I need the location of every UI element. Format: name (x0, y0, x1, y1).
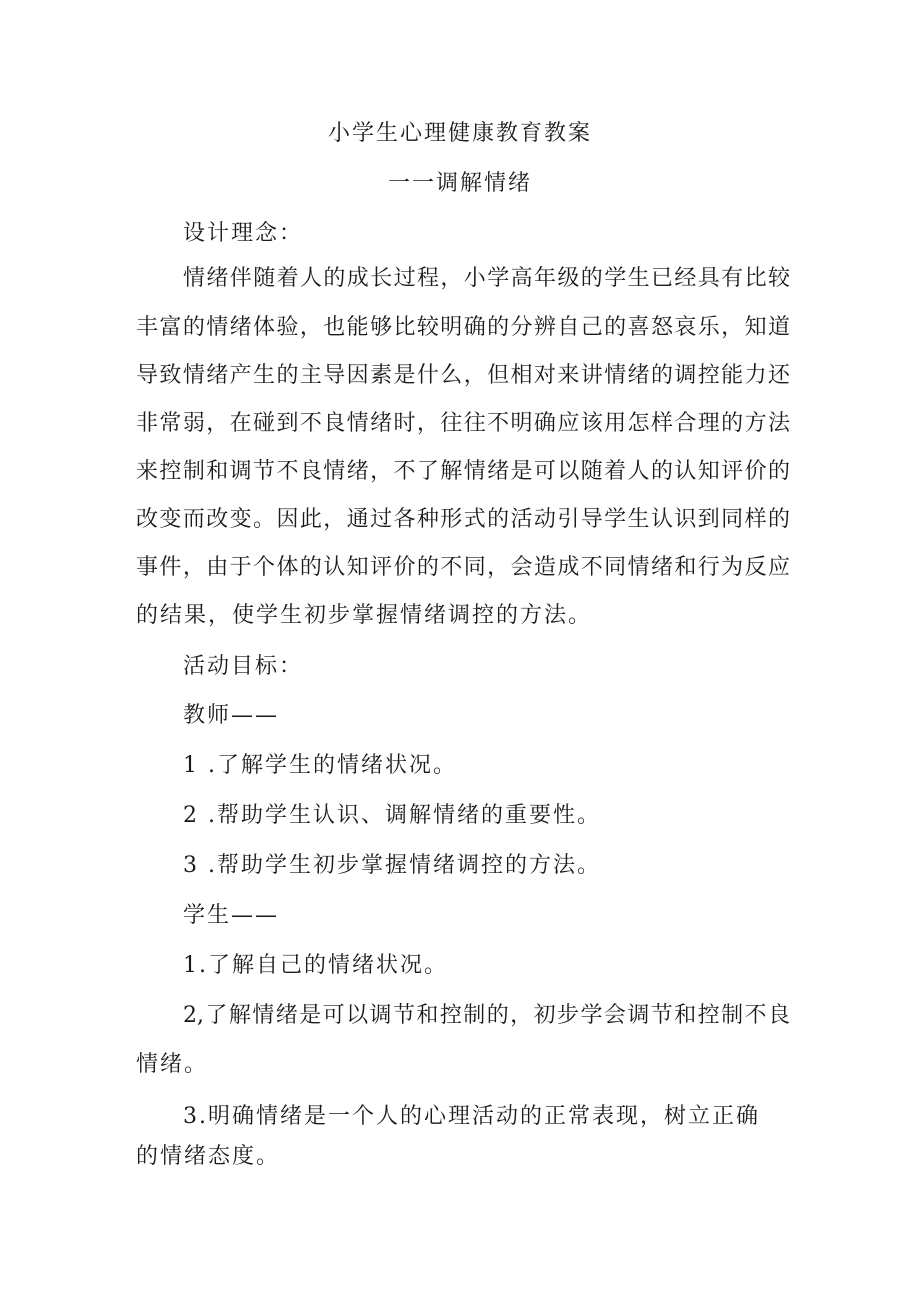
student-goal-item: 3.明确情绪是一个人的心理活动的正常表现，树立正确 (183, 1104, 760, 1129)
document-title: 小学生心理健康教育教案 (327, 121, 592, 146)
design-paragraph-line: 事件，由于个体的认知评价的不同，会造成不同情绪和行为反应 (136, 555, 790, 580)
design-paragraph-line: 改变而改变。因此，通过各种形式的活动引导学生认识到同样的 (136, 507, 790, 532)
teacher-goal-item: 2 .帮助学生认识、调解情绪的重要性。 (183, 803, 601, 828)
design-paragraph-line: 情绪伴随着人的成长过程，小学高年级的学生已经具有比较 (183, 266, 790, 291)
student-goal-item: 2,了解情绪是可以调节和控制的，初步学会调节和控制不良 (183, 1003, 790, 1028)
teacher-goal-item: 3 .帮助学生初步掌握情绪调控的方法。 (183, 853, 601, 878)
document-subtitle: 一一调解情绪 (387, 171, 532, 196)
student-goal-item-continuation: 情绪。 (136, 1052, 209, 1077)
student-goal-item: 1.了解自己的情绪状况。 (183, 953, 448, 978)
student-heading: 学生—— (183, 903, 280, 928)
teacher-heading: 教师—— (183, 703, 280, 728)
design-paragraph-line: 的结果，使学生初步掌握情绪调控的方法。 (136, 603, 593, 628)
design-paragraph-line: 导致情绪产生的主导因素是什么，但相对来讲情绪的调控能力还 (136, 363, 790, 388)
student-goal-item-continuation: 的情绪态度。 (136, 1144, 281, 1169)
goals-heading: 活动目标： (183, 654, 304, 679)
design-paragraph-line: 来控制和调节不良情绪，不了解情绪是可以随着人的认知评价的 (136, 459, 790, 484)
design-paragraph-line: 丰富的情绪体验，也能够比较明确的分辨自己的喜怒哀乐，知道 (136, 315, 790, 340)
design-paragraph-line: 非常弱，在碰到不良情绪时，往往不明确应该用怎样合理的方法 (136, 411, 790, 436)
design-heading: 设计理念： (183, 221, 304, 246)
teacher-goal-item: 1 .了解学生的情绪状况。 (183, 753, 457, 778)
